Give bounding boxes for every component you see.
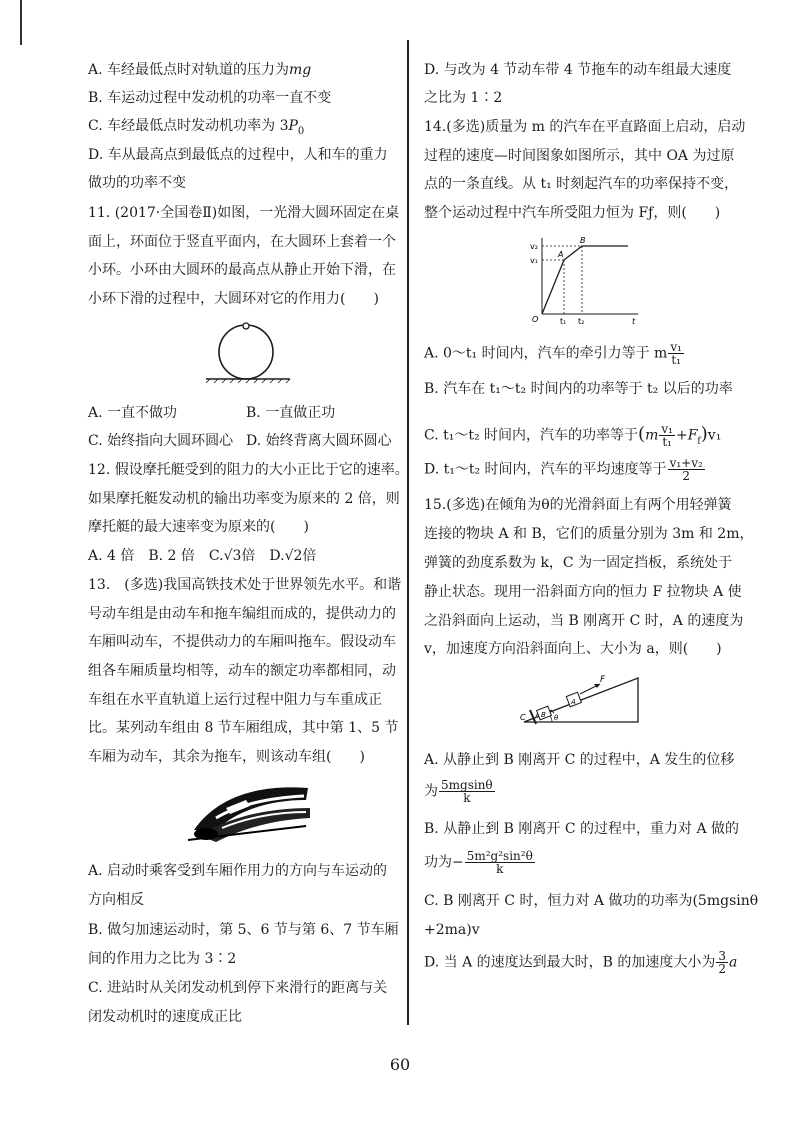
q13-option-b-line2: 间的作用力之比为 3∶2 [88,951,237,967]
q12-stem-line1: 12. 假设摩托艇受到的阻力的大小正比于它的速率。 [88,462,409,478]
q13-option-b-line1: B. 做匀加速运动时，第 5、6 节与第 6、7 节车厢 [88,922,399,938]
q14-stem-line4: 整个运动过程中汽车所受阻力恒为 Fƒ，则( ) [424,205,721,221]
q13-stem-line1: 13. (多选)我国高铁技术处于世界领先水平。和谐 [88,577,402,593]
q13-option-a-line1: A. 启动时乘客受到车厢作用力的方向与车运动的 [88,863,388,879]
page-number: 60 [389,1055,411,1074]
q15-stem-line1: 15.(多选)在倾角为θ的光滑斜面上有两个用轻弹簧 [424,497,732,513]
label-t2: t₂ [578,317,585,326]
q15-option-c-line1: C. B 刚离开 C 时，恒力对 A 做功的功率为(5mgsinθ [424,893,759,909]
q12-stem-line3: 摩托艇的最大速率变为原来的( ) [88,519,309,535]
q14-option-d: D. t₁～t₂ 时间内，汽车的平均速度等于 $\frac{\text{v₁+v₂}}{2}$ [424,456,703,483]
q13-stem-line7: 车厢为动车，其余为拖车，则该动车组( ) [88,749,365,765]
q12-stem-line2: 如果摩托艇发动机的输出功率变为原来的 2 倍，则 [88,491,400,507]
label-v2: v₂ [530,242,538,251]
q13-option-c-line2: 闭发动机时的速度成正比 [88,1009,242,1025]
q11-option-a: A. 一直不做功 [88,405,178,421]
column-divider [407,40,409,1025]
q14-option-a-fraction: $\frac{\text{v₁}}{\text{t₁}}$ [670,340,682,367]
label-f: F [600,675,606,685]
q13-stem-line2: 号动车组是由动车和拖车编组而成的，提供动力的 [88,606,396,622]
label-point-b: B [580,236,586,245]
q15-stem-line3: 弹簧的劲度系数为 k，C 为一固定挡板，系统处于 [424,555,733,571]
q10-option-b: B. 车运动过程中发动机的功率一直不变 [88,90,332,106]
q15-option-a-line1: A. 从静止到 B 刚离开 C 的过程中，A 发生的位移 [424,752,735,768]
q15-stem-line4: 静止状态。现用一沿斜面方向的恒力 F 拉物块 A 使 [424,584,742,600]
q11-option-c: C. 始终指向大圆环圆心 [88,433,234,449]
q14-vt-graph [524,232,644,327]
q15-option-a-line2: 为 $\frac{5mgsin\theta}{k}$ [424,778,493,805]
q15-incline-figure [508,670,648,730]
q13-option-d-line1: D. 与改为 4 节动车带 4 节拖车的动车组最大速度 [424,62,732,78]
q13-stem-line3: 车厢叫动车，不提供动力的车厢叫拖车。假设动车 [88,634,396,650]
q11-stem-line2: 面上，环面位于竖直平面内，在大圆环上套着一个 [88,234,396,250]
q10-option-c: C. 车经最低点时发动机功率为 $3P_0$ [88,118,305,137]
label-t: t [632,317,636,326]
q15-stem-line2: 连接的物块 A 和 B，它们的质量分别为 3m 和 2m， [424,526,754,542]
q14-option-c: C. t₁～t₂ 时间内，汽车的功率等于(m $\frac{\text{v₁}}{\text{t₁}}$ $+F_f)v_1$ [424,422,722,449]
q14-option-b: B. 汽车在 t₁～t₂ 时间内的功率等于 t₂ 以后的功率 [424,381,733,397]
q13-stem-line6: 比。某列动车组由 8 节车厢组成，其中第 1、5 节 [88,720,399,736]
q11-stem-line1: 11. (2017·全国卷Ⅱ)如图，一光滑大圆环固定在桌 [88,205,400,221]
q10-option-a: A. 车经最低点时对轨道的压力为mg [88,62,312,78]
angle-arc [550,716,552,722]
q11-stem-line3: 小环。小环由大圆环的最高点从静止开始下滑，在 [88,262,396,278]
q11-option-b: B. 一直做正功 [246,405,336,421]
q11-ring-figure [198,322,298,384]
q15-stem-line5: 之沿斜面向上运动，当 B 刚离开 C 时，A 的速度为 [424,613,744,629]
label-a: A [571,698,576,706]
label-origin: O [532,315,539,324]
q14-stem-line2: 过程的速度—时间图象如图所示，其中 OA 为过原 [424,148,735,164]
q15-option-d: D. 当 A 的速度达到最大时，B 的加速度大小为 $\frac{3}{2}$ a [424,949,738,976]
q13-option-a-line2: 方向相反 [88,892,144,908]
scan-edge-line [20,0,22,45]
q15-option-c-line2: +2ma)v [424,922,480,938]
q13-option-c-line1: C. 进站时从关闭发动机到停下来滑行的距离与关 [88,980,388,996]
label-v1: v₁ [530,256,538,265]
label-t1: t₁ [560,317,567,326]
q14-stem-line3: 点的一条直线。从 t₁ 时刻起汽车的功率保持不变， [424,176,739,192]
label-c: C [520,713,526,722]
q15-stem-line6: v，加速度方向沿斜面向上、大小为 a，则( ) [424,641,722,657]
q10-option-d-line1: D. 车从最高点到最低点的过程中，人和车的重力 [88,147,388,163]
label-b: B [541,711,546,719]
q13-stem-line5: 车组在水平直轨道上运行过程中阻力与车重成正 [88,692,382,708]
q14-option-a: A. 0～t₁ 时间内，汽车的牵引力等于 m $\frac{\text{v₁}}{\text{t₁}}$ [424,340,682,367]
q14-stem-line1: 14.(多选)质量为 m 的汽车在平直路面上启动，启动 [424,119,746,135]
q12-options: A. 4 倍 B. 2 倍 C.√3倍 D.√2倍 [88,548,317,564]
q11-option-d: D. 始终背离大圆环圆心 [246,433,392,449]
q13-option-d-line2: 之比为 1∶2 [424,90,503,106]
high-speed-train-image [186,778,316,848]
label-theta: θ [554,714,559,722]
q11-stem-line4: 小环下滑的过程中，大圆环对它的作用力( ) [88,291,379,307]
q14-option-d-fraction: $\frac{\text{v₁+v₂}}{2}$ [669,456,703,483]
label-point-a: A [558,250,564,259]
q10-option-d-line2: 做功的功率不变 [88,175,186,191]
q15-option-b-line1: B. 从静止到 B 刚离开 C 的过程中，重力对 A 做的 [424,821,739,837]
q15-option-b-line2: 功为− $\frac{\text{5m²g²sin²θ}}{k}$ [424,849,533,876]
q13-stem-line4: 组各车厢质量均相等，动车的额定功率都相同，动 [88,663,396,679]
small-ring [243,323,249,329]
vt-curve [542,246,628,314]
large-ring [219,325,273,379]
